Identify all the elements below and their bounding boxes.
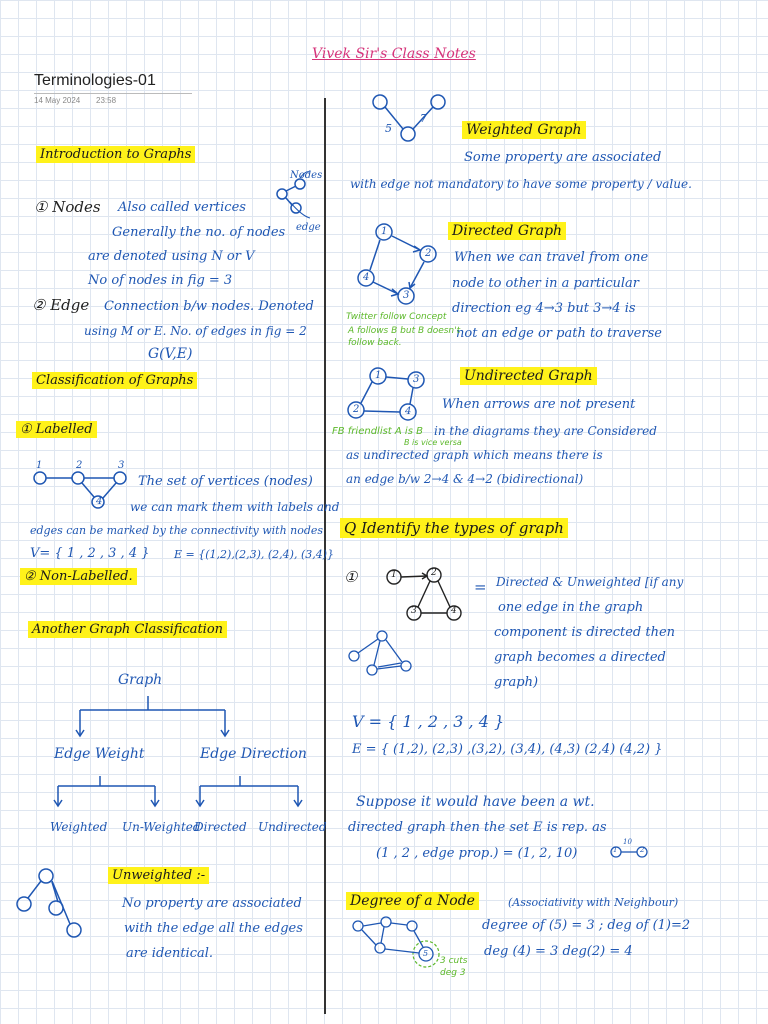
fb-note-1: FB friendlist A is B [332,426,423,437]
directed-heading: Directed Graph [448,222,566,240]
identify-heading: Q Identify the types of graph [340,518,568,538]
degree-note-2: deg 3 [440,968,466,978]
undirected-line-1: When arrows are not present [442,397,636,412]
undirected-node-1: 1 [375,370,382,381]
undirected-heading: Undirected Graph [460,367,597,385]
weighted-graph-diagram [366,90,456,150]
title-underline [34,93,192,94]
labelled-line-3: edges can be marked by the connectivity with nodes [30,524,324,537]
weighted-weight-5: 5 [385,122,392,135]
directed-line-2: node to other in a particular [452,276,639,291]
unweighted-line-3: are identical. [126,946,214,961]
edge-title: ② Edge [32,296,90,314]
suppose-line-1: Suppose it would have been a wt. [356,794,595,810]
degree-note-1: 3 cuts [440,956,468,966]
directed-node-4: 4 [363,272,370,283]
question-line-1: Directed & Unweighted [if any [496,575,684,589]
question-line-4: graph becomes a directed [494,650,666,665]
undirected-line-3: as undirected graph which means there is [346,448,603,462]
weighted-weight-7: 7 [420,112,427,125]
undirected-line-2: in the diagrams they are Considered [434,424,657,438]
fb-note-2: B is vice versa [404,438,462,447]
nodes-line-3: are denoted using N or V [88,249,255,264]
mini-node-2: 2 [640,846,645,854]
directed-node-1: 1 [381,226,388,237]
degree-node-5: 5 [423,949,429,958]
page-time: 23:58 [96,96,117,105]
weighted-heading: Weighted Graph [462,121,586,139]
degree-subtitle: (Associativity with Neighbour) [508,896,679,909]
nodes-line-1: Also called vertices [118,200,246,215]
tree-root: Graph [118,672,163,688]
edge-line-2: using M or E. No. of edges in fig = 2 [84,324,307,338]
intro-heading: Introduction to Graphs [36,146,195,163]
undirected-node-4: 4 [405,406,412,417]
tree-directed: Directed [194,820,247,834]
edge-set: E = { (1,2), (2,3) ,(3,2), (3,4), (4,3) (2,4) (4,2) } [352,742,663,757]
degree-heading: Degree of a Node [346,892,479,910]
directed-node-2: 2 [425,248,432,259]
weighted-line-1: Some property are associated [464,150,662,165]
labelled-vertex-set: V= { 1 , 2 , 3 , 4 } [30,546,150,561]
unweighted-line-2: with the edge all the edges [124,921,303,936]
nodes-line-2: Generally the no. of nodes [112,225,286,240]
undirected-line-4: an edge b/w 2→4 & 4→2 (bidirectional) [346,472,584,486]
nodes-line-4: No of nodes in fig = 3 [88,273,233,288]
suppose-line-2: directed graph then the set E is rep. as [348,820,607,835]
labelled-edge-set: E = {(1,2),(2,3), (2,4), (3,4)} [174,548,335,561]
labelled-line-2: we can mark them with labels and [130,500,340,514]
edge-line-3: G(V,E) [148,346,193,362]
question-line-2: one edge in the graph [498,600,644,615]
question-line-5: graph) [494,675,539,690]
question-line-3: component is directed then [494,625,676,640]
tree-edge-direction: Edge Direction [200,746,307,762]
degree-line-1: degree of (5) = 3 ; deg of (1)=2 [482,918,691,933]
lab-node-2: 2 [76,460,83,471]
page-date: 14 May 2024 [34,96,81,105]
unweighted-heading: Unweighted :- [108,867,209,884]
question-graph-sketch [344,628,424,678]
q-node-3: 3 [411,606,417,616]
labelled-heading: ① Labelled [16,421,97,438]
twitter-note-3: follow back. [348,338,402,348]
mini-node-1: 1 [613,846,618,854]
question-equals: = [474,578,487,596]
twitter-note-1: Twitter follow Concept [346,312,447,322]
lab-node-1: 1 [36,460,43,471]
mini-weight-10: 10 [623,838,632,846]
unweighted-line-1: No property are associated [122,896,302,911]
nonlabelled-heading: ② Non-Labelled. [20,568,137,585]
suppose-line-3: (1 , 2 , edge prop.) = (1, 2, 10) [376,846,578,861]
directed-graph-diagram [350,220,450,320]
directed-node-3: 3 [403,290,410,301]
nodes-title: ① Nodes [34,198,101,216]
tree-undirected: Undirected [258,820,327,834]
page-title: Terminologies-01 [34,72,156,89]
question-number: ① [344,568,358,586]
lab-node-3: 3 [118,460,125,471]
notes-title: Vivek Sir's Class Notes [312,46,476,62]
directed-line-3: direction eg 4→3 but 3→4 is [452,301,636,316]
tree-weighted: Weighted [50,820,108,834]
unweighted-tree-diagram [10,864,100,944]
directed-line-4: not an edge or path to traverse [456,326,662,341]
labelled-line-1: The set of vertices (nodes) [138,474,313,489]
twitter-note-2: A follows B but B doesn't [348,326,461,336]
q-node-4: 4 [451,606,457,616]
tree-edge-weight: Edge Weight [54,746,145,762]
nodes-diagram-label: Nodes [290,170,323,181]
undirected-node-3: 3 [413,374,420,385]
degree-line-2: deg (4) = 3 deg(2) = 4 [484,944,633,959]
edge-line-1: Connection b/w nodes. Denoted [104,299,314,314]
edge-diagram-label: edge [296,222,321,233]
weighted-line-2: with edge not mandatory to have some property / value. [350,177,692,191]
q-node-2: 2 [431,568,437,578]
undirected-node-2: 2 [353,404,360,415]
lab-node-4: 4 [96,496,103,507]
directed-line-1: When we can travel from one [454,250,649,265]
classification-heading: Classification of Graphs [32,372,197,389]
another-classification-heading: Another Graph Classification [28,621,227,638]
q-node-1: 1 [391,570,397,580]
vertex-set: V = { 1 , 2 , 3 , 4 } [352,712,505,731]
tree-unweighted: Un-Weighted [122,820,201,834]
